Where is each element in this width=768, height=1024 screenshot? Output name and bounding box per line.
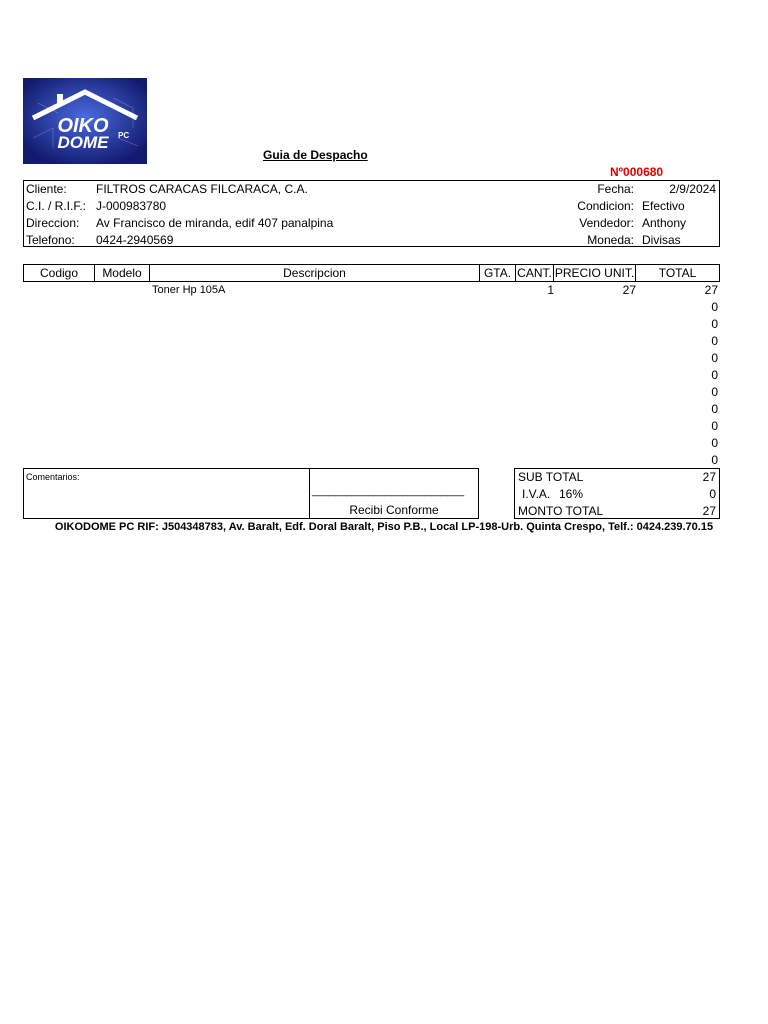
empty-row-total: 0 [711,402,718,416]
date-value: 2/9/2024 [669,182,716,196]
empty-row-total: 0 [711,300,718,314]
iva-value: 0 [709,487,716,501]
company-footer: OIKODOME PC RIF: J504348783, Av. Baralt, Edf. Doral Baralt, Piso P.B., Local LP-198-Urb. Quinta Crespo, Telf.: 0424.239.70.15 [54,521,714,533]
item-description: Toner Hp 105A [152,284,226,296]
empty-row-total: 0 [711,368,718,382]
logo-suffix: PC [118,131,130,140]
iva-label: I.V.A. [522,487,551,501]
currency-value: Divisas [642,233,681,247]
col-descripcion: Descripcion [149,264,480,282]
col-modelo: Modelo [94,264,150,282]
empty-row-total: 0 [711,436,718,450]
empty-row-total: 0 [711,453,718,467]
comments-label: Comentarios: [26,472,80,482]
empty-row-total: 0 [711,385,718,399]
col-codigo: Codigo [23,264,95,282]
document-number: Nº000680 [610,165,664,179]
signature-box [309,468,479,519]
client-info-box [23,180,720,247]
address-value: Av Francisco de miranda, edif 407 panalpina [96,216,334,230]
subtotal-value: 27 [702,470,716,484]
empty-row-total: 0 [711,317,718,331]
condition-label: Condicion: [577,199,634,213]
empty-row-total: 0 [711,334,718,348]
logo-text-bottom: DOME [57,133,109,152]
signature-line: ___________________________ [312,485,464,497]
phone-label: Telefono: [26,233,75,247]
client-label: Cliente: [26,182,67,196]
items-table-header [23,264,720,282]
comments-box [23,468,310,519]
item-total: 27 [704,283,718,297]
item-unit-price: 27 [622,283,636,297]
col-precio: PRECIO UNIT. [554,266,635,280]
rif-label: C.I. / R.I.F.: [26,199,87,213]
house-logo-icon [23,78,147,164]
date-label: Fecha: [597,182,634,196]
subtotal-label: SUB TOTAL [518,470,584,484]
col-total: TOTAL [635,264,720,282]
item-quantity: 1 [547,283,554,297]
iva-rate: 16% [559,487,584,501]
col-gta: GTA. [479,264,516,282]
company-logo [23,78,147,164]
logo-text-top: OIKO [57,115,109,137]
empty-row-total: 0 [711,351,718,365]
phone-value: 0424-2940569 [96,233,174,247]
rif-value: J-000983780 [96,199,167,213]
monto-total-value: 27 [702,504,716,518]
seller-label: Vendedor: [579,216,634,230]
address-label: Direccion: [26,216,80,230]
condition-value: Efectivo [642,199,685,213]
monto-total-label: MONTO TOTAL [518,504,604,518]
client-value: FILTROS CARACAS FILCARACA, C.A. [96,182,308,196]
totals-box [514,468,720,519]
seller-value: Anthony [642,216,687,230]
currency-label: Moneda: [587,233,634,247]
empty-row-total: 0 [711,419,718,433]
col-cant: CANT. [515,264,554,282]
recibi-conforme-label: Recibi Conforme [349,503,439,517]
document-title: Guia de Despacho [263,148,368,162]
